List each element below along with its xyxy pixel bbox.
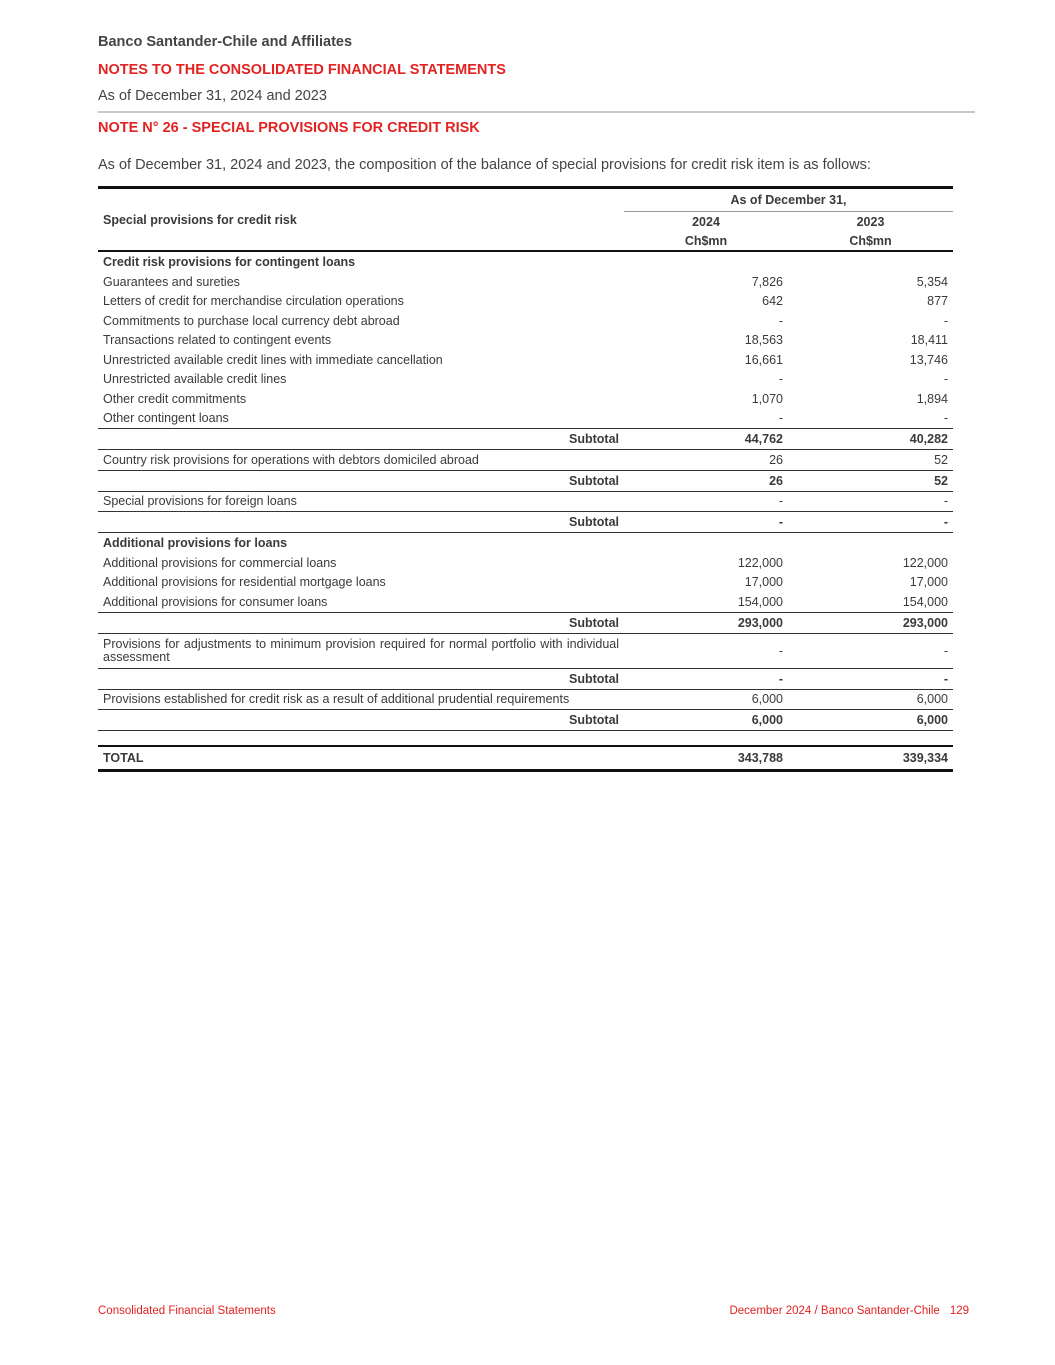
value-2024: 6,000 — [624, 710, 788, 731]
value-2023: 6,000 — [916, 692, 948, 707]
value-2024: 7,826 — [751, 274, 783, 289]
spacer-cell — [98, 731, 624, 747]
value-2023: 52 — [934, 452, 948, 467]
row-label: Additional provisions for commercial loans — [103, 555, 337, 570]
row-label: Additional provisions for consumer loans — [103, 594, 328, 609]
column-header-label: Special provisions for credit risk — [98, 188, 624, 252]
subtotal-label: Subtotal — [98, 710, 624, 731]
column-unit-2024: Ch$mn — [624, 232, 788, 251]
table-row — [98, 689, 953, 710]
row-label: Provisions for adjustments to minimum provision required for normal portfolio with individual assessment — [103, 636, 619, 664]
value-2024 — [624, 251, 788, 272]
column-unit-2023: Ch$mn — [788, 232, 953, 251]
value-2024: - — [778, 643, 783, 658]
value-2024: 122,000 — [737, 555, 783, 570]
value-2024: - — [624, 668, 788, 689]
table-row — [98, 491, 953, 512]
value-2024: 17,000 — [744, 575, 783, 590]
value-2023: - — [943, 313, 948, 328]
subtotal-row — [98, 710, 953, 731]
note-intro: As of December 31, 2024 and 2023, the composition of the balance of special provisions for credit risk item is as follows: — [98, 157, 871, 173]
table-row — [98, 409, 953, 429]
spacer-cell — [624, 731, 788, 747]
value-2024: 293,000 — [624, 612, 788, 633]
table-row — [98, 350, 953, 370]
value-2023: 1,894 — [916, 391, 948, 406]
value-2023: - — [943, 494, 948, 509]
row-label: Provisions established for credit risk as a result of additional prudential requirements — [103, 692, 570, 707]
table-row — [98, 553, 953, 573]
value-2024: 26 — [769, 452, 783, 467]
value-2024: - — [778, 494, 783, 509]
subtotal-label: Subtotal — [98, 470, 624, 491]
footer-right-text: December 2024 / Banco Santander-Chile — [729, 1305, 940, 1317]
notes-title: NOTES TO THE CONSOLIDATED FINANCIAL STATEMENTS — [98, 62, 506, 78]
row-label: Unrestricted available credit lines — [103, 372, 287, 387]
table-row — [98, 331, 953, 351]
row-label: Additional provisions for loans — [103, 536, 288, 550]
table-row — [98, 311, 953, 331]
subtotal-row — [98, 429, 953, 450]
row-label: Guarantees and sureties — [103, 274, 240, 289]
value-2023: - — [943, 411, 948, 426]
subtotal-row — [98, 470, 953, 491]
subtotal-row — [98, 612, 953, 633]
note-title: NOTE N° 26 - SPECIAL PROVISIONS FOR CREDIT RISK — [98, 120, 480, 136]
company-name: Banco Santander-Chile and Affiliates — [98, 34, 353, 50]
row-label: Unrestricted available credit lines with immediate cancellation — [103, 352, 443, 367]
subtotal-label: Subtotal — [98, 512, 624, 533]
value-2023: 52 — [788, 470, 953, 491]
table-row — [98, 272, 953, 292]
column-header-as-of: As of December 31, — [624, 188, 953, 212]
section-heading-row — [98, 251, 953, 272]
value-2024: - — [624, 512, 788, 533]
row-label: Other credit commitments — [103, 391, 247, 406]
value-2024: - — [778, 372, 783, 387]
subtotal-label: Subtotal — [98, 429, 624, 450]
value-2024: 16,661 — [744, 352, 783, 367]
subtotal-label: Subtotal — [98, 668, 624, 689]
value-2024: 154,000 — [737, 594, 783, 609]
value-2024: 1,070 — [751, 391, 783, 406]
page-number: 129 — [949, 1305, 969, 1317]
row-label: Transactions related to contingent events — [103, 333, 332, 348]
header-divider — [98, 111, 975, 113]
value-2023: 293,000 — [788, 612, 953, 633]
total-label: TOTAL — [98, 746, 624, 771]
table-row — [98, 389, 953, 409]
table-row — [98, 292, 953, 312]
value-2024: 44,762 — [624, 429, 788, 450]
spacer-row — [98, 731, 953, 747]
value-2023: 18,411 — [910, 333, 948, 348]
provisions-table — [98, 186, 953, 772]
value-2023: 122,000 — [902, 555, 948, 570]
table-header-row — [98, 188, 953, 212]
footer-right — [729, 1305, 969, 1317]
value-2023 — [788, 533, 953, 554]
value-2023: 6,000 — [788, 710, 953, 731]
value-2024: 18,563 — [744, 333, 783, 348]
value-2024 — [624, 533, 788, 554]
value-2024: - — [778, 411, 783, 426]
row-label: Country risk provisions for operations with debtors domiciled abroad — [103, 452, 479, 467]
total-row — [98, 746, 953, 771]
value-2023: 40,282 — [788, 429, 953, 450]
row-label: Letters of credit for merchandise circulation operations — [103, 294, 404, 309]
row-label: Commitments to purchase local currency debt abroad — [103, 313, 400, 328]
column-header-2023: 2023 — [856, 215, 885, 229]
value-2023: 13,746 — [909, 352, 948, 367]
subtotal-label: Subtotal — [98, 612, 624, 633]
column-header-2024: 2024 — [692, 215, 720, 229]
table-row — [98, 573, 953, 593]
value-2023: - — [943, 372, 948, 387]
value-2023: 154,000 — [902, 594, 948, 609]
table-row — [98, 450, 953, 471]
value-2023: - — [943, 643, 948, 658]
value-2023: - — [788, 668, 953, 689]
footer-left: Consolidated Financial Statements — [98, 1305, 276, 1317]
row-label: Additional provisions for residential mortgage loans — [103, 575, 386, 590]
value-2023: - — [788, 512, 953, 533]
table-row — [98, 633, 953, 668]
table-row — [98, 592, 953, 612]
value-2023: 5,354 — [916, 274, 948, 289]
subtotal-row — [98, 512, 953, 533]
total-value-2024: 343,788 — [624, 746, 788, 771]
value-2024: 26 — [624, 470, 788, 491]
value-2023: 877 — [927, 294, 948, 309]
value-2024: 642 — [762, 294, 783, 309]
row-label: Other contingent loans — [103, 411, 229, 426]
value-2023 — [788, 251, 953, 272]
value-2024: - — [778, 313, 783, 328]
spacer-cell — [788, 731, 953, 747]
row-label: Special provisions for foreign loans — [103, 494, 297, 509]
value-2024: 6,000 — [751, 692, 783, 707]
total-value-2023: 339,334 — [788, 746, 953, 771]
section-heading-row — [98, 533, 953, 554]
row-label: Credit risk provisions for contingent loans — [103, 255, 356, 269]
value-2023: 17,000 — [909, 575, 948, 590]
period-subtitle: As of December 31, 2024 and 2023 — [98, 88, 327, 104]
table-row — [98, 370, 953, 390]
subtotal-row — [98, 668, 953, 689]
